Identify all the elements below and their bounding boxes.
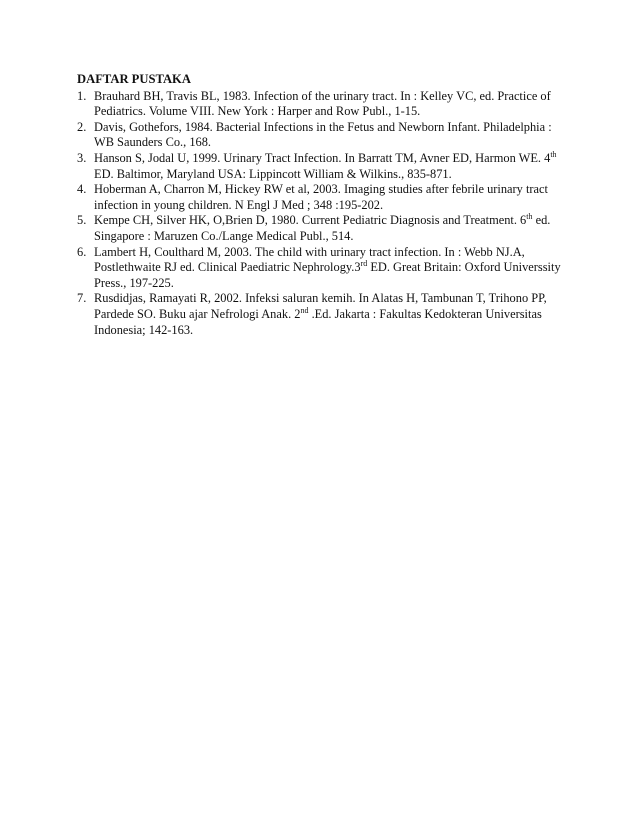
reference-text-part: Hoberman A, Charron M, Hickey RW et al, 2003. Imaging studies after febrile urinary tract infection in young children. N Engl J Med ; 348 :195-202. [94, 182, 548, 212]
ordinal-superscript: nd [300, 305, 309, 315]
ordinal-superscript: th [526, 212, 533, 222]
reference-text-part: .Ed. Jakarta : Fakultas Kedokteran Universitas Indonesia; 142-163. [94, 306, 542, 337]
reference-item [77, 213, 567, 244]
reference-item [77, 120, 567, 151]
reference-text-part: Lambert H, Coulthard M, 2003. The child with urinary tract infection. In : Webb NJ.A, Postlethwaite RJ ed. Clinical Paediatric Nephrology.3 [94, 244, 525, 275]
reference-item [77, 245, 567, 292]
reference-text-part: Hanson S, Jodal U, 1999. Urinary Tract Infection. In Barratt TM, Avner ED, Harmon WE. 4 [94, 150, 551, 165]
reference-text-part: Rusdidjas, Ramayati R, 2002. Infeksi saluran kemih. In Alatas H, Tambunan T, Trihono PP, Pardede SO. Buku ajar Nefrologi Anak. 2 [94, 291, 547, 321]
reference-list [77, 89, 567, 339]
reference-text [92, 120, 567, 151]
ordinal-superscript: rd [360, 259, 368, 268]
reference-item [77, 151, 567, 182]
reference-text [92, 89, 567, 120]
reference-item [77, 291, 567, 338]
reference-number: 7. [77, 291, 87, 306]
reference-text-part: Davis, Gothefors, 1984. Bacterial Infections in the Fetus and Newborn Infant. Philadelphia : WB Saunders Co., 168. [94, 119, 552, 150]
reference-text-part: ED. Great Britain: Oxford Universsity Press., 197-225. [94, 260, 561, 290]
reference-text-part: ed. Singapore : Maruzen Co./Lange Medical Publ., 514. [94, 213, 551, 243]
reference-text [92, 291, 567, 338]
reference-text [92, 213, 567, 244]
reference-number: 4. [77, 182, 87, 197]
reference-number: 1. [77, 88, 87, 103]
reference-text [92, 151, 567, 182]
document-page [77, 72, 567, 338]
reference-text-part: Kempe CH, Silver HK, O,Brien D, 1980. Current Pediatric Diagnosis and Treatment. 6 [94, 213, 527, 228]
reference-item [77, 182, 567, 213]
reference-item [77, 89, 567, 120]
ordinal-superscript: th [550, 149, 557, 159]
reference-number: 6. [77, 244, 87, 259]
reference-text-part: ED. Baltimor, Maryland USA: Lippincott William & Wilkins., 835-871. [94, 166, 452, 181]
reference-text-part: Brauhard BH, Travis BL, 1983. Infection of the urinary tract. In : Kelley VC, ed. Practice of Pediatrics. Volume VIII. New York : Harper and Row Publ., 1-15. [94, 88, 551, 119]
reference-number: 5. [77, 213, 87, 228]
page-title: DAFTAR PUSTAKA [77, 72, 191, 86]
reference-text [92, 245, 567, 292]
reference-text [92, 182, 567, 213]
reference-number: 2. [77, 119, 87, 134]
reference-number: 3. [77, 150, 87, 165]
